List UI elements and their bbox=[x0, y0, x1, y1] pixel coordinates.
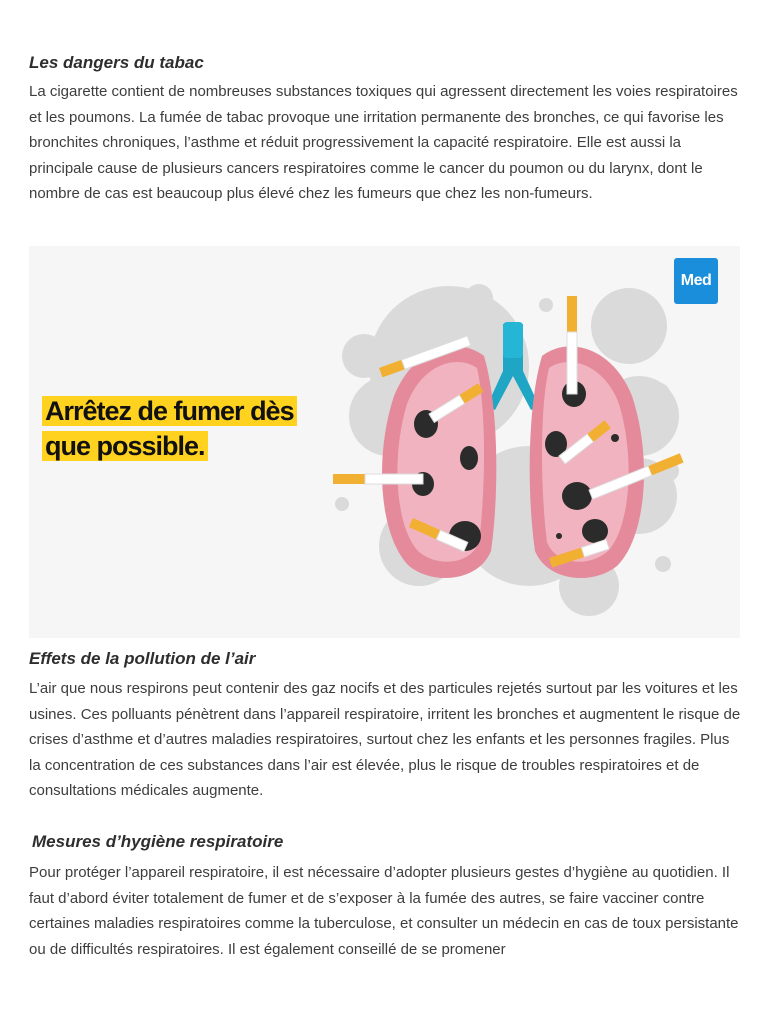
headline-line-1: Arrêtez de fumer dès bbox=[42, 396, 297, 426]
section-text-pollution: L’air que nous respirons peut contenir des gaz nocifs et des particules rejetés surtout par les voitures et les usines. Ces polluants pénètrent dans l’appareil respiratoire, irritent les bronches et augmentent le risque de crises d’asthme et d’autres maladies respiratoires, surtout chez les enfants et les personnes fragiles. Plus la concentration de ces substances dans l’air est élevée, plus le risque de troubles respiratoires et de consultations médicales augmente. bbox=[29, 680, 741, 800]
section-title-hygiene: Mesures d’hygiène respiratoire bbox=[32, 832, 284, 851]
section-title-tobacco: Les dangers du tabac bbox=[29, 53, 204, 72]
section-text-hygiene: Pour protéger l’appareil respiratoire, il est nécessaire d’adopter plusieurs gestes d’hygiène au quotidien. Il faut d’abord éviter totalement de fumer et de s’exposer à la fumée des autres, se faire vacciner contre certaines maladies respiratoires comme la tuberculose, et consulter un médecin en cas de toux persistante ou de difficultés respiratoires. Il est également conseillé de se promener bbox=[29, 864, 739, 958]
med-logo: Med bbox=[674, 258, 718, 304]
section-text-tobacco: La cigarette contient de nombreuses substances toxiques qui agressent directement les voies respiratoires et les poumons. La fumée de tabac provoque une irritation permanente des bronches, ce qui favorise les bronchites chroniques, l’asthme et réduit progressivement la capacité respiratoire. Elle est aussi la principale cause de plusieurs cancers respiratoires comme le cancer du poumon ou du larynx, dont le nombre de cas est beaucoup plus élevé chez les fumeurs que chez les non-fumeurs. bbox=[29, 83, 738, 203]
stop-smoking-illustration bbox=[29, 246, 740, 638]
headline-line-2: que possible. bbox=[42, 431, 208, 461]
section-title-pollution: Effets de la pollution de l’air bbox=[29, 649, 256, 668]
stop-smoking-headline bbox=[42, 394, 297, 464]
